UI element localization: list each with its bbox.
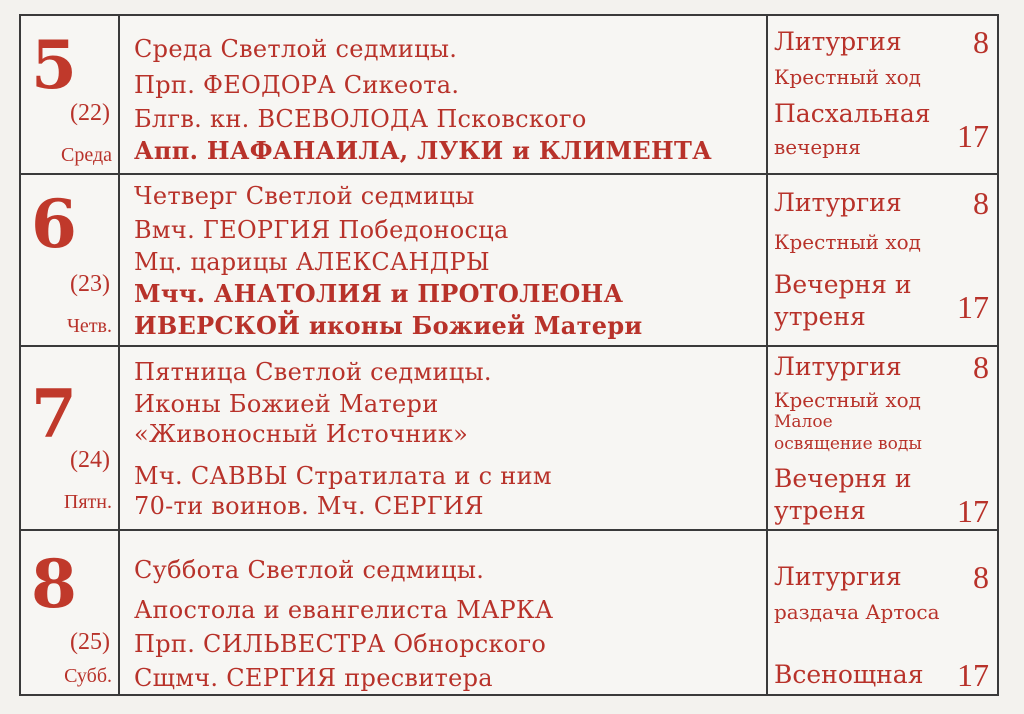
services-cell (768, 16, 997, 173)
service-label: утреня (774, 302, 866, 331)
saints-line: Иконы Божией Матери (134, 390, 439, 418)
service-label: Вечерня и (774, 270, 912, 299)
service-label: Литургия (774, 352, 902, 381)
schedule-row-day-7 (21, 347, 997, 531)
saints-cell (120, 531, 768, 694)
schedule-row-day-8 (21, 531, 997, 694)
old-style-day: (25) (70, 629, 110, 655)
day-number: 6 (31, 185, 77, 263)
saints-line: Среда Светлой седмицы. (134, 35, 458, 63)
services-cell (768, 531, 997, 694)
service-label: раздача Артоса (774, 600, 940, 624)
saints-line: Апостола и евангелиста МАРКА (134, 596, 554, 624)
saints-line: Прп. СИЛЬВЕСТРА Обнорского (134, 630, 547, 658)
service-label: Крестный ход (774, 230, 921, 254)
service-label: Крестный ход (774, 65, 921, 89)
saints-line: «Живоносный Источник» (134, 420, 469, 448)
service-time: 17 (957, 493, 989, 529)
saints-line: Сщмч. СЕРГИЯ пресвитера (134, 664, 493, 692)
schedule-table (19, 14, 999, 696)
saints-line: Мчч. АНАТОЛИЯ и ПРОТОЛЕОНА (134, 279, 624, 308)
saints-line: Прп. ФЕОДОРА Сикеота. (134, 71, 460, 99)
saints-line: Суббота Светлой седмицы. (134, 556, 485, 584)
saints-line: Пятница Светлой седмицы. (134, 358, 492, 386)
service-time: 17 (957, 657, 989, 693)
date-cell (21, 531, 120, 694)
saints-line: Вмч. ГЕОРГИЯ Победоносца (134, 216, 509, 244)
saints-line: 70-ти воинов. Мч. СЕРГИЯ (134, 492, 484, 520)
weekday-label: Пятн. (63, 491, 112, 513)
service-label: Литургия (774, 562, 902, 591)
services-cell (768, 347, 997, 529)
date-cell (21, 347, 120, 529)
service-label: Литургия (774, 27, 902, 56)
service-label: Всенощная (774, 660, 924, 689)
service-time: 8 (973, 24, 989, 60)
day-number: 8 (31, 545, 77, 623)
weekday-label: Среда (60, 144, 112, 166)
service-label: вечерня (774, 135, 861, 159)
saints-line: Блгв. кн. ВСЕВОЛОДА Псковского (134, 105, 587, 133)
service-label: Вечерня и (774, 464, 912, 493)
services-cell (768, 175, 997, 345)
weekday-label: Субб. (64, 665, 112, 687)
date-cell (21, 175, 120, 345)
old-style-day: (22) (70, 100, 110, 126)
date-cell (21, 16, 120, 173)
service-label: Крестный ход (774, 388, 921, 412)
service-label: освящение воды (774, 434, 922, 454)
saints-cell (120, 16, 768, 173)
saints-line: Мч. САВВЫ Стратилата и с ним (134, 462, 552, 490)
saints-cell (120, 347, 768, 529)
schedule-row-day-5 (21, 16, 997, 175)
day-number: 5 (31, 26, 77, 104)
service-time: 8 (973, 185, 989, 221)
day-number: 7 (31, 375, 77, 453)
service-time: 17 (957, 289, 989, 325)
service-label: утреня (774, 496, 866, 525)
saints-line: Четверг Светлой седмицы (134, 182, 475, 210)
weekday-label: Четв. (66, 315, 112, 337)
service-time: 8 (973, 349, 989, 385)
saints-line: ИВЕРСКОЙ иконы Божией Матери (134, 311, 643, 340)
saints-line: Мц. царицы АЛЕКСАНДРЫ (134, 248, 490, 276)
schedule-row-day-6 (21, 175, 997, 347)
service-label: Малое (774, 412, 833, 432)
service-time: 17 (957, 118, 989, 154)
old-style-day: (24) (70, 447, 110, 473)
service-label: Литургия (774, 188, 902, 217)
service-time: 8 (973, 559, 989, 595)
saints-line: Апп. НАФАНАИЛА, ЛУКИ и КЛИМЕНТА (134, 136, 712, 165)
service-label: Пасхальная (774, 99, 931, 128)
saints-cell (120, 175, 768, 345)
old-style-day: (23) (70, 271, 110, 297)
